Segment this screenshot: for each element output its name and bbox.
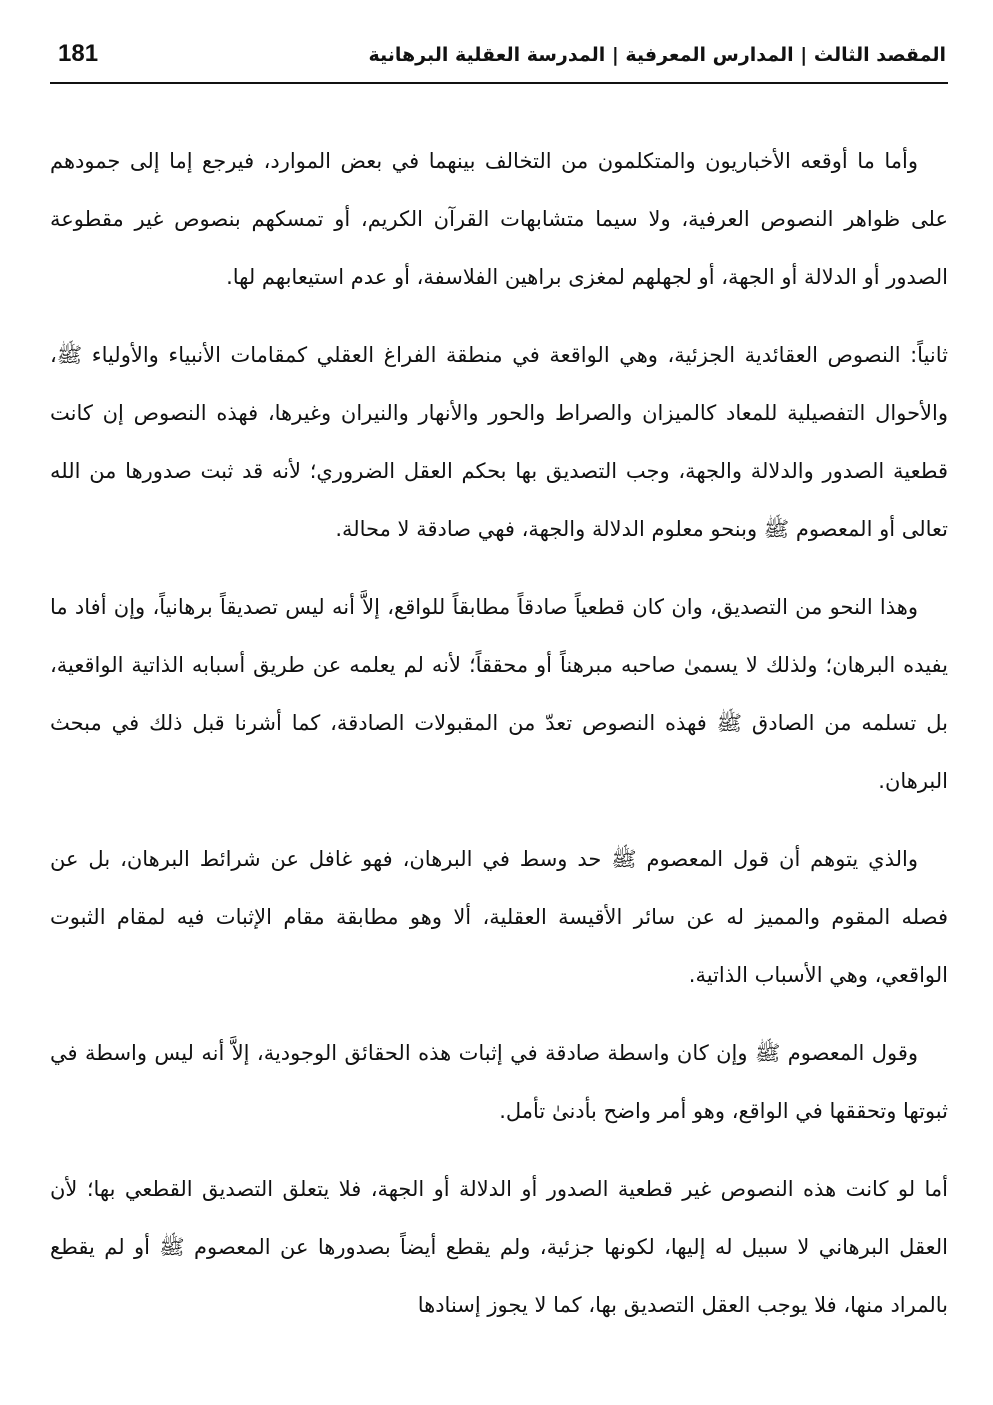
paragraph-4: والذي يتوهم أن قول المعصوم ﷺ حد وسط في البرهان، فهو غافل عن شرائط البرهان، بل عن فصله المقوم والمميز له عن سائر الأقيسة العقلية، ألا وهو مطابقة مقام الإثبات فيه لمقام الثبوت الواقعي، وهي الأسباب الذاتية. — [50, 847, 948, 987]
paragraph-1: وأما ما أوقعه الأخباريون والمتكلمون من التخالف بينهما في بعض الموارد، فيرجع إما إلى جمودهم على ظواهر النصوص العرفية، ولا سيما متشابهات القرآن الكريم، أو تمسكهم بنصوص غير مقطوعة الصدور أو الدلالة أو الجهة، أو لجهلهم لمغزى براهين الفلاسفة، أو عدم استيعابهم لها. — [50, 149, 948, 289]
paragraph-2: ثانياً: النصوص العقائدية الجزئية، وهي الواقعة في منطقة الفراغ العقلي كمقامات الأنبياء والأولياء ﷺ، والأحوال التفصيلية للمعاد كالميزان والصراط والحور والأنهار والنيران وغيرها، فهذه النصوص إن كانت قطعية الصدور والدلالة والجهة، وجب التصديق بها بحكم العقل الضروري؛ لأنه قد ثبت صدورها من الله تعالى أو المعصوم ﷺ وبنحو معلوم الدلالة والجهة، فهي صادقة لا محالة. — [50, 343, 948, 541]
body-text — [50, 132, 948, 1334]
paragraph-5: وقول المعصوم ﷺ وإن كان واسطة صادقة في إثبات هذه الحقائق الوجودية، إلاَّ أنه ليس واسطة في ثبوتها وتحققها في الواقع، وهو أمر واضح بأدنىٰ تأمل. — [50, 1041, 948, 1123]
page-header — [50, 38, 948, 84]
paragraph-3: وهذا النحو من التصديق، وان كان قطعياً صادقاً مطابقاً للواقع، إلاَّ أنه ليس تصديقاً برهانياً، وإن أفاد ما يفيده البرهان؛ ولذلك لا يسمىٰ صاحبه مبرهناً أو محققاً؛ لأنه لم يعلمه عن طريق أسبابه الذاتية الواقعية، بل تسلمه من الصادق ﷺ فهذه النصوص تعدّ من المقبولات الصادقة، كما أشرنا قبل ذلك في مبحث البرهان. — [50, 595, 948, 793]
paragraph-6: أما لو كانت هذه النصوص غير قطعية الصدور أو الدلالة أو الجهة، فلا يتعلق التصديق القطعي بها؛ لأن العقل البرهاني لا سبيل له إليها، لكونها جزئية، ولم يقطع أيضاً بصدورها عن المعصوم ﷺ أو لم يقطع بالمراد منها، فلا يوجب العقل التصديق بها، كما لا يجوز إسنادها — [50, 1177, 948, 1317]
page-number: 181 — [58, 40, 99, 67]
running-title: المقصد الثالث | المدارس المعرفية | المدرسة العقلية البرهانية — [368, 44, 946, 66]
